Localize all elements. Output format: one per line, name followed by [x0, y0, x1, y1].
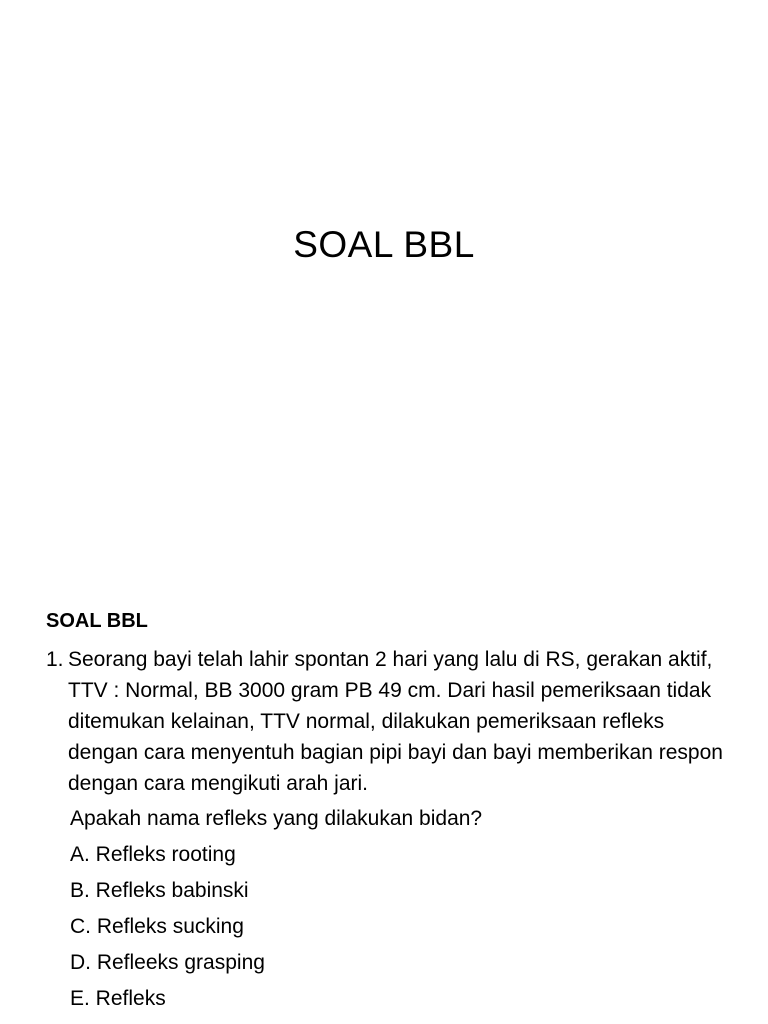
- option-e: E. Refleks: [70, 987, 166, 1010]
- answer-options: [46, 837, 726, 1017]
- slide-title: SOAL BBL: [293, 224, 475, 265]
- option-a: A. Refleks rooting: [70, 843, 236, 866]
- option-d: D. Refleeks grasping: [70, 951, 265, 974]
- option-b: B. Refleks babinski: [70, 879, 249, 902]
- question-item: [46, 644, 726, 799]
- question-text: Seorang bayi telah lahir spontan 2 hari yang lalu di RS, gerakan aktif, TTV : Normal, BB 3000 gram PB 49 cm. Dari hasil pemeriksaan tidak ditemukan kelainan, TTV normal, dilakukan pemeriksaan refleks dengan cara menyentuh bagian pipi bayi dan bayi memberikan respon dengan cara mengikuti arah jari.: [68, 648, 723, 795]
- question-number: 1.: [46, 648, 64, 671]
- question-prompt: Apakah nama refleks yang dilakukan bidan?: [70, 807, 483, 830]
- section-heading: SOAL BBL: [46, 610, 148, 632]
- question-slide: [46, 606, 726, 1017]
- option-c: C. Refleks sucking: [70, 915, 244, 938]
